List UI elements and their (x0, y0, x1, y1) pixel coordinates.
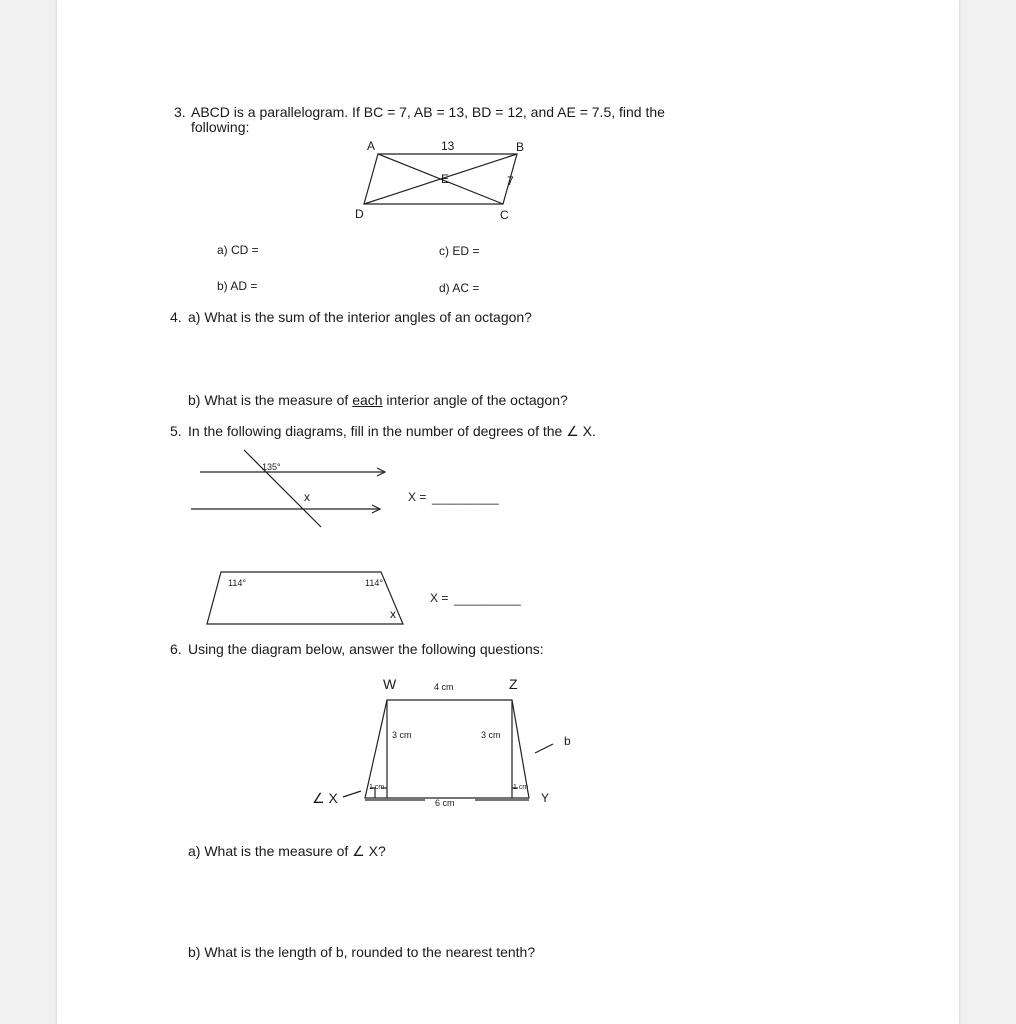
small-left-label: 1 cm (369, 784, 385, 791)
trapezoid-outer (365, 700, 529, 798)
angle-114-right-label: 114° (365, 578, 383, 588)
vertex-y-label: Y (541, 791, 550, 805)
q6-number: 6. (170, 641, 182, 657)
vertex-c-label: C (500, 208, 509, 222)
small-right-label: 1 cm (513, 784, 529, 791)
q5-number: 5. (170, 423, 182, 439)
vertex-d-label: D (355, 207, 364, 221)
x-answer-label-2: X = (430, 591, 449, 605)
left-height-label: 3 cm (392, 730, 412, 740)
worksheet-page (57, 0, 959, 1024)
point-e-label: E (441, 172, 450, 186)
angle-135-label: 135° (262, 462, 281, 472)
q4-number: 4. (170, 309, 182, 325)
side-bc-label: 7 (507, 174, 514, 188)
top-length-label: 4 cm (434, 682, 454, 692)
q3-prompt-line1: ABCD is a parallelogram. If BC = 7, AB = 13, BD = 12, and AE = 7.5, find the (191, 104, 665, 120)
answer-blank-2: __________ (454, 592, 521, 606)
q6-prompt: Using the diagram below, answer the following questions: (188, 641, 544, 657)
q3-part-b: b) AD = (217, 279, 258, 293)
vertex-z-label: Z (509, 676, 518, 692)
q6-part-b: b) What is the length of b, rounded to the nearest tenth? (188, 944, 536, 960)
vertex-a-label: A (367, 139, 376, 153)
angle-x-arrow (343, 791, 361, 797)
emphasis-each: each (352, 392, 383, 408)
bottom-length-label: 6 cm (435, 798, 455, 808)
q6-part-a: a) What is the measure of ∠ X? (188, 843, 386, 859)
angle-x-label: x (304, 490, 310, 504)
angle-114-left-label: 114° (228, 578, 246, 588)
q4-part-a: a) What is the sum of the interior angles of an octagon? (188, 309, 532, 325)
q3-number: 3. (174, 104, 186, 120)
trapezoid-x-label: x (390, 607, 396, 621)
vertex-b-label: B (516, 140, 525, 154)
isosceles-trapezoid-figure (57, 0, 959, 1024)
q4-part-b: b) What is the measure of each interior angle of the octagon? (188, 392, 568, 408)
answer-blank-1: __________ (432, 491, 499, 505)
vertex-w-label: W (383, 676, 397, 692)
side-b-arrow (535, 744, 553, 753)
side-b-label: b (564, 734, 571, 748)
q5-prompt: In the following diagrams, fill in the number of degrees of the ∠ X. (188, 423, 596, 439)
x-answer-label-1: X = (408, 490, 427, 504)
q3-part-a: a) CD = (217, 243, 259, 257)
right-height-label: 3 cm (481, 730, 501, 740)
q3-part-c: c) ED = (439, 244, 480, 258)
q3-part-d: d) AC = (439, 281, 480, 295)
angle-x-vertex-label: ∠ X (312, 790, 338, 806)
side-ab-label: 13 (441, 139, 455, 153)
q3-prompt-line2: following: (191, 119, 250, 135)
